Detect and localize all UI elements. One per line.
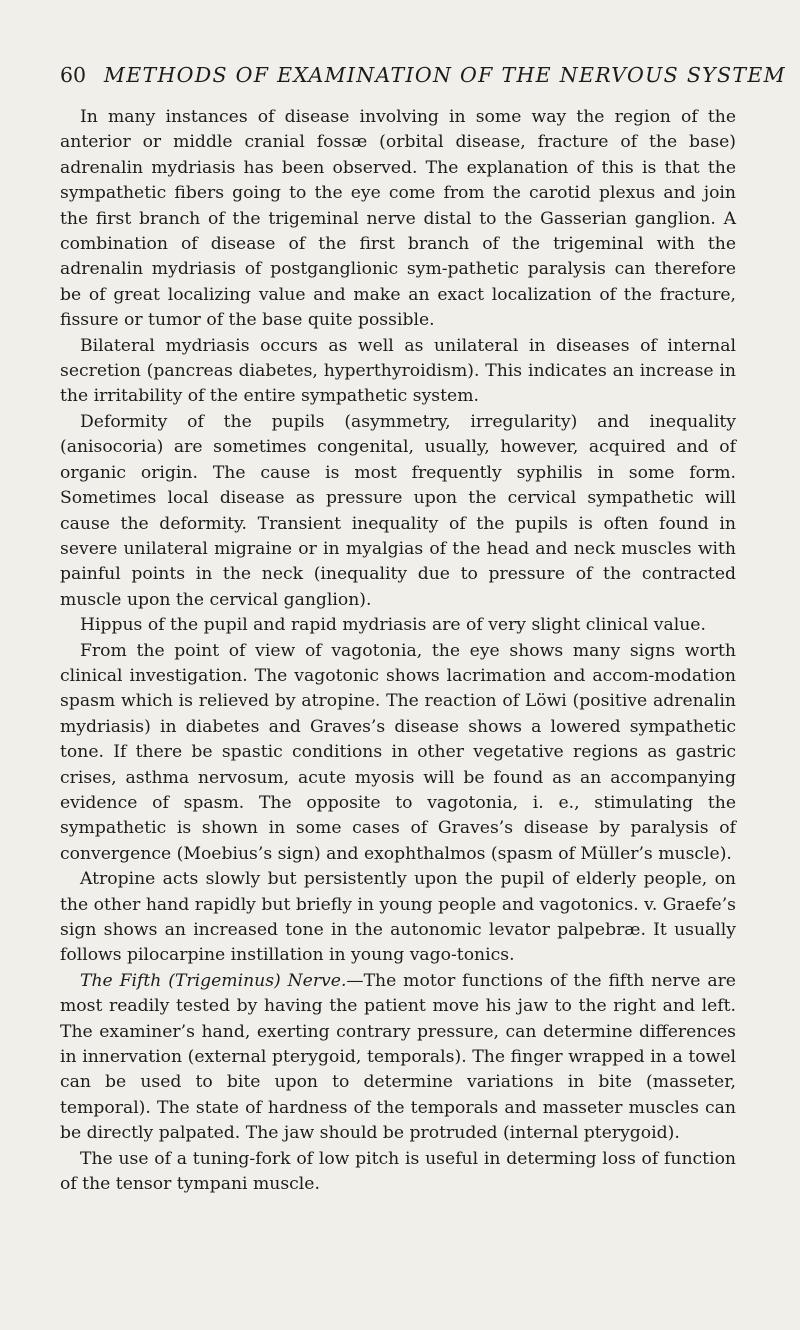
heading-part-a: The Fifth ( <box>80 970 175 991</box>
paragraph-atropine: Atropine acts slowly but persistently upon the pupil of elderly people, on the other hand rapidly but briefly in young people and vagotonics. v. Graefe’s sign shows an increased tone in the autonomic levator palpebræ. It usually follows pilocarpine instillation in young vago-tonics. <box>60 869 736 966</box>
paragraph-tuning-fork: The use of a tuning-fork of low pitch is useful in determing loss of function of the tensor tympani muscle. <box>60 1148 736 1195</box>
paragraph-pupil-deformity: Deformity of the pupils (asymmetry, irregularity) and inequality (anisocoria) are sometimes congenital, usually, however, acquired and of organic origin. The cause is most frequently syphilis in some form. Sometimes local disease as pressure upon the cervical sympathetic will cause the deformity. Transient inequality of the pupils is often found in severe unilateral migraine or in myalgias of the head and neck muscles with painful points in the neck (inequality due to pressure of the contracted muscle upon the cervical ganglion). <box>60 411 736 610</box>
page-number: 60 <box>60 63 87 87</box>
book-page <box>60 62 786 1197</box>
paragraph-adrenalin-mydriasis: In many instances of disease involving in some way the region of the anterior or middle cranial fossæ (orbital disease, fracture of the base) adrenalin mydriasis has been observed. The explanation of this is that the sympathetic fibers going to the eye come from the carotid plexus and join the first branch of the trigeminal nerve distal to the Gasserian ganglion. A combination of disease of the first branch of the trigeminal with the adrenalin mydriasis of postganglionic sym-pathetic paralysis can therefore be of great localizing value and make an exact localization of the fracture, fissure or tumor of the base quite possible. <box>60 107 736 331</box>
fifth-nerve-body: —The motor functions of the fifth nerve are most readily tested by having the patient move his jaw to the right and left. The examiner’s hand, exerting contrary pressure, can determine differences in innervation (external pterygoid, temporals). The finger wrapped in a towel can be used to bite upon to determine variations in bite (masseter, temporal). The state of hardness of the temporals and masseter muscles can be directly palpated. The jaw should be protruded (internal pterygoid). <box>60 970 736 1144</box>
page-header <box>60 62 786 88</box>
paragraph-hippus: Hippus of the pupil and rapid mydriasis are of very slight clinical value. <box>80 615 706 636</box>
heading-part-b: Trigeminus <box>174 970 275 991</box>
paragraph-fifth-nerve <box>60 969 736 1147</box>
section-heading-fifth-nerve <box>80 971 346 991</box>
running-title: METHODS OF EXAMINATION OF THE NERVOUS SYSTEM <box>103 63 786 87</box>
paragraph-vagotonia: From the point of view of vagotonia, the eye shows many signs worth clinical investigation. The vagotonic shows lacrimation and accom-modation spasm which is relieved by atropine. The reaction of Löwi (positive adrenalin mydriasis) in diabetes and Graves’s disease shows a lowered sympathetic tone. If there be spastic conditions in other vegetative regions as gastric crises, asthma nervosum, acute myosis will be found as an accompanying evidence of spasm. The opposite to vagotonia, i. e., stimulating the sympathetic is shown in some cases of Graves’s disease by paralysis of convergence (Moebius’s sign) and exophthalmos (spasm of Müller’s muscle). <box>60 640 736 864</box>
heading-part-c: ) Nerve. <box>274 970 347 991</box>
paragraph-bilateral-mydriasis: Bilateral mydriasis occurs as well as unilateral in diseases of internal secretion (pancreas diabetes, hyperthyroidism). This indicates an increase in the irritability of the entire sympathetic system. <box>60 335 736 407</box>
